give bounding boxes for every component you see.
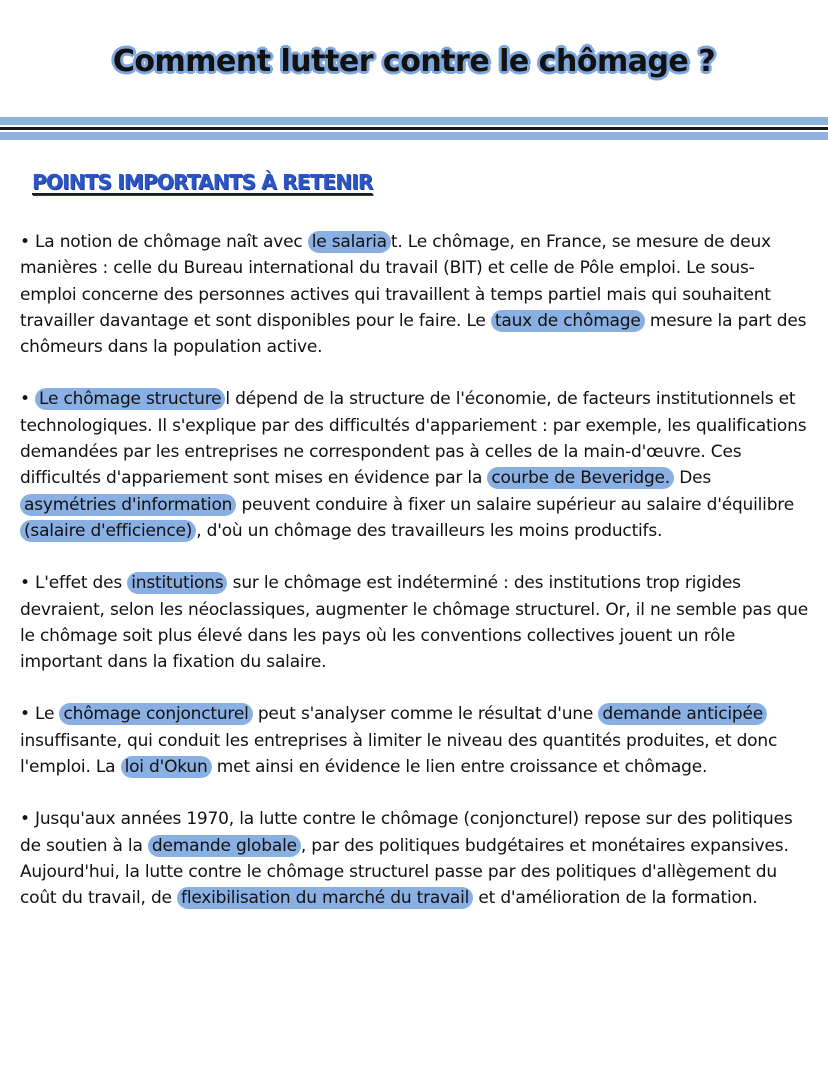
text-segment: • Jusqu'aux années 1970, la lutte contre le chômage (conjoncturel) repose sur des politiques de soutien à la <box>20 809 793 856</box>
paragraph-definition <box>20 229 810 360</box>
paragraph-institutions <box>20 570 810 675</box>
header-rule-bottom <box>0 132 828 140</box>
highlight-flexibilisation: flexibilisation du marché du travail <box>177 887 473 909</box>
section-heading: POINTS IMPORTANTS À RETENIR <box>32 170 373 194</box>
page-title: Comment lutter contre le chômage ? <box>112 44 716 79</box>
content <box>20 229 810 938</box>
paragraph-chomage-conjoncturel <box>20 701 810 780</box>
text-segment: met ainsi en évidence le lien entre croissance et chômage. <box>211 757 708 778</box>
paragraph-chomage-structurel <box>20 386 810 544</box>
highlight-loi-okun: loi d'Okun <box>121 756 212 778</box>
text-segment: • L'effet des <box>20 573 128 594</box>
text-segment: l dépend de la structure de l'économie, de facteurs institutionnels et technologiques. Il s'explique par des difficultés d'appariement : par exemple, les qualifications demandées par les entreprises ne correspondent pas à celles de la main-d'œuvre. Ces difficultés d'appariement sont mises en évidence par la <box>20 389 807 489</box>
highlight-asymetries-information: asymétries d'information <box>20 494 236 516</box>
highlight-demande-anticipee: demande anticipée <box>598 703 767 725</box>
text-segment: , par des politiques budgétaires et monétaires expansives. Aujourd'hui, la lutte contre le chômage structurel passe par des politiques d'allègement du coût du travail, de <box>20 835 789 909</box>
text-segment: peut s'analyser comme le résultat d'une <box>252 704 599 725</box>
highlight-taux-de-chomage: taux de chômage <box>491 310 645 332</box>
header-rule-top <box>0 117 828 125</box>
text-segment: insuffisante, qui conduit les entreprises à limiter le niveau des quantités produites, et donc l'emploi. La <box>20 730 778 778</box>
text-segment: sur le chômage est indéterminé : des institutions trop rigides devraient, selon les néoclassiques, augmenter le chômage structurel. Or, il ne semble pas que le chômage soit plus élevé dans les pays où les conventions collectives jouent un rôle important dans la fixation du salaire. <box>20 573 808 673</box>
highlight-institutions: institutions <box>127 572 227 594</box>
highlight-chomage-structurel: Le chômage structure <box>35 388 225 410</box>
text-segment: • La notion de chômage naît avec <box>20 232 308 252</box>
text-segment: t. Le chômage, en France, se mesure de deux manières : celle du Bureau international du travail (BIT) et celle de Pôle emploi. Le sous-emploi concerne des personnes actives qui travaillent à temps partiel mais qui souhaitent travailler davantage et sont disponibles pour le faire. Le <box>20 232 771 331</box>
text-segment: • Le <box>20 704 60 725</box>
highlight-demande-globale: demande globale <box>148 835 301 857</box>
text-segment: et d'amélioration de la formation. <box>473 888 758 909</box>
highlight-courbe-de-beveridge: courbe de Beveridge. <box>487 467 674 489</box>
text-segment: peuvent conduire à fixer un salaire supérieur au salaire d'équilibre <box>236 494 794 515</box>
text-segment: Des <box>674 468 712 489</box>
header-rule-middle <box>0 127 828 130</box>
highlight-chomage-conjoncturel: chômage conjoncturel <box>59 703 252 725</box>
title-container <box>0 44 828 79</box>
highlight-salariat: le salaria <box>308 231 391 253</box>
text-segment: , d'où un chômage des travailleurs les moins productifs. <box>196 520 663 541</box>
text-segment: • <box>20 389 36 410</box>
paragraph-politiques <box>20 806 810 911</box>
text-segment: mesure la part des chômeurs dans la population active. <box>20 310 807 358</box>
highlight-salaire-efficience: (salaire d'efficience) <box>20 520 196 542</box>
